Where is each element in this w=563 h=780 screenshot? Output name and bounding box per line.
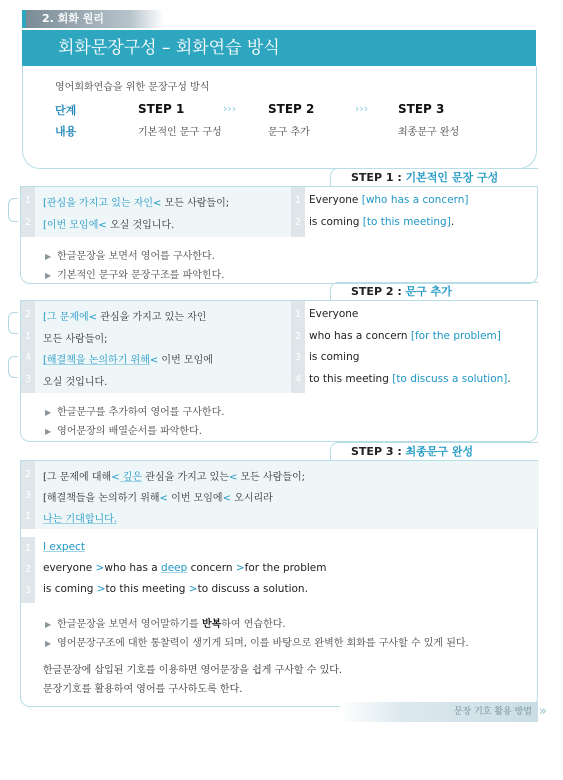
- row-number: 2: [294, 331, 302, 342]
- step1-bullet-1: ▶ 한글문장을 보면서 영어를 구사한다.: [45, 247, 215, 262]
- overview-content-row: [23, 123, 536, 141]
- step2-english-line-1: Everyone: [309, 308, 359, 320]
- row-number: 2: [294, 217, 302, 228]
- step2-english-line-3: is coming: [309, 351, 360, 363]
- arrow-icon: ›››: [355, 102, 369, 115]
- step2-content: 문구 추가: [268, 127, 310, 138]
- page-title: 회화문장구성 – 회화연습 방식: [22, 30, 536, 66]
- step3-content: 최종문구 완성: [398, 127, 460, 138]
- step2-tab-accent: 문구 추가: [405, 285, 452, 298]
- row-number: 2: [24, 564, 32, 575]
- overview-stage-row: [23, 102, 536, 120]
- arrow-icon: ›››: [223, 102, 237, 115]
- step2-korean-line-2: 모든 사람들이;: [43, 334, 108, 345]
- step1-name: STEP 1: [138, 102, 185, 116]
- row-number: 1: [294, 195, 302, 206]
- step1-content: 기본적인 문구 구성: [138, 127, 222, 138]
- step1-tab: [330, 168, 538, 186]
- step3-bullet-1: ▶ 한글문장을 보면서 영어말하기를 반복하여 연습한다.: [45, 615, 286, 630]
- step3-bullet-2: ▶ 영어문장구조에 대한 통찰력이 생기게 되며, 이를 바탕으로 완벽한 회화를 구사할 수 있게 된다.: [45, 634, 469, 649]
- section-tag: 2. 회화 원리: [22, 10, 164, 28]
- step2-name: STEP 2: [268, 102, 315, 116]
- stage-label: 단계: [55, 104, 77, 117]
- row-number: 4: [24, 352, 32, 363]
- row-number: 1: [24, 543, 32, 554]
- row-number: 1: [294, 309, 302, 320]
- step3-korean-line-3: 나는 기대합니다.: [43, 514, 117, 525]
- step2-box: [20, 300, 538, 442]
- step2-english-line-4: to this meeting [to discuss a solution].: [309, 373, 511, 385]
- overview-box: [22, 66, 537, 169]
- step1-korean-line-2: [이번 모임에< 오실 것입니다.: [43, 220, 175, 231]
- step1-bracket: [8, 198, 18, 222]
- step2-bullet-1: ▶ 한글문구를 추가하여 영어를 구사한다.: [45, 403, 224, 418]
- step3-korean-line-2: [해결책들을 논의하기 위해< 이번 모임에< 오시리라: [43, 493, 273, 504]
- step1-tab-accent: 기본적인 문장 구성: [405, 171, 499, 184]
- row-number: 1: [24, 195, 32, 206]
- step1-english-line-1: Everyone [who has a concern]: [309, 194, 469, 206]
- step3-note-2: 문장기호를 활용하여 영어를 구사하도록 한다.: [43, 684, 243, 695]
- step1-bullet-2: ▶ 기본적인 문구와 문장구조를 파악힌다.: [45, 266, 224, 281]
- step2-bracket-bottom: [8, 356, 18, 378]
- step3-korean-line-1: [그 문제에 대해< 깊은 관심을 가지고 있는< 모든 사람들이;: [43, 472, 306, 483]
- row-number: 3: [24, 585, 32, 596]
- step2-korean-line-1: [그 문제에< 관심을 가지고 있는 자인: [43, 312, 207, 323]
- step3-english-line-1: I expect: [43, 541, 85, 553]
- step1-tab-prefix: STEP 1 :: [351, 171, 406, 184]
- double-chevron-icon: »: [539, 704, 547, 719]
- row-number: 2: [24, 469, 32, 480]
- row-number: 4: [294, 374, 302, 385]
- step2-english-line-2: who has a concern [for the problem]: [309, 330, 501, 342]
- step1-korean-line-1: [관심을 가지고 있는 자인< 모든 사람들이;: [43, 198, 230, 209]
- step3-name: STEP 3: [398, 102, 445, 116]
- row-number: 3: [24, 374, 32, 385]
- row-number: 2: [24, 217, 32, 228]
- step2-bracket-top: [8, 312, 18, 334]
- step3-english-line-3: is coming >to this meeting >to discuss a solution.: [43, 583, 308, 595]
- content-label: 내용: [55, 125, 77, 138]
- step2-tab: [330, 282, 538, 300]
- overview-subtitle: 영어회화연습을 위한 문장구성 방식: [55, 82, 210, 93]
- step2-korean-line-3: [해결책을 논의하기 위해< 이번 모임에: [43, 355, 213, 366]
- step3-note-1: 한글문장에 삽입된 기호를 이용하면 영어문장을 쉽게 구사할 수 있다.: [43, 665, 343, 676]
- step3-tab-accent: 최종문구 완성: [405, 445, 474, 458]
- step2-tab-prefix: STEP 2 :: [351, 285, 406, 298]
- row-number: 1: [24, 511, 32, 522]
- row-number: 1: [24, 331, 32, 342]
- row-number: 3: [294, 352, 302, 363]
- step1-english-line-2: is coming [to this meeting].: [309, 216, 455, 228]
- step1-box: [20, 186, 538, 284]
- step3-tab: [330, 442, 538, 460]
- step2-bullet-2: ▶ 영어문장의 배열순서를 파악한다.: [45, 422, 202, 437]
- row-number: 2: [24, 309, 32, 320]
- footer-label: 문장 기호 활용 방법: [340, 702, 538, 722]
- step3-box: [20, 460, 538, 707]
- step3-tab-prefix: STEP 3 :: [351, 445, 406, 458]
- step3-english-line-2: everyone >who has a deep concern >for the problem: [43, 562, 327, 574]
- step2-korean-line-4: 오실 것입니다.: [43, 377, 108, 388]
- row-number: 3: [24, 490, 32, 501]
